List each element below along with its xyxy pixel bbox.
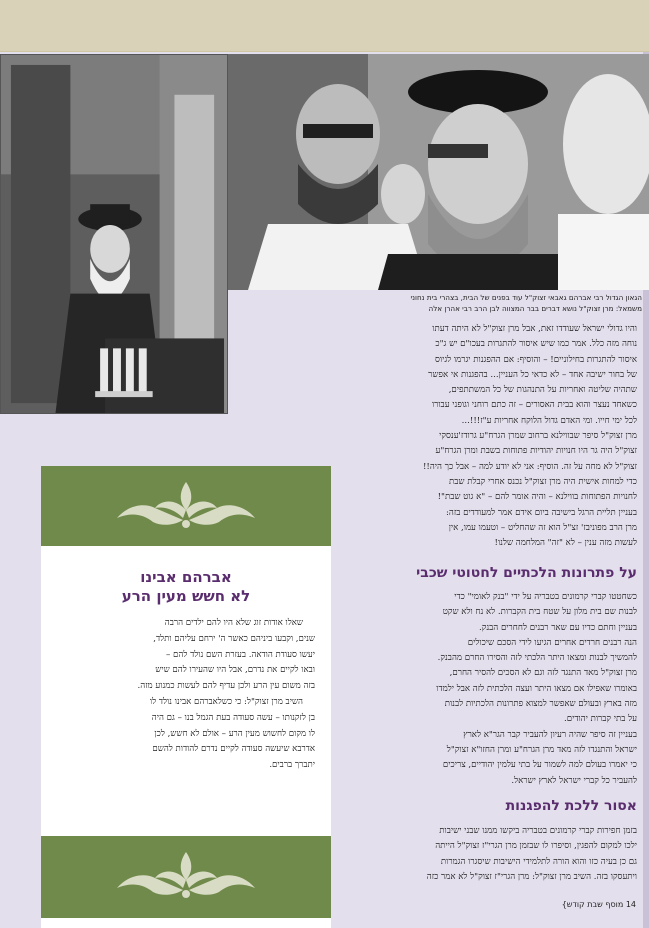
text-line: בזה משום עין הרע ולכן עדיף להם לעשות כמנוע מזה. [137,681,315,692]
text-line: נוחה מזה כלל. אמר כמו שיש איסור להתגרות בעכו"ם יש ג"כ [435,339,637,350]
text-line: שתהיה שליטה ואחריות על התנהגות של כל המשתתפים, [448,385,637,396]
text-line: בעניין זה סיפר שהיה רעיון להעביר קבר הגר"א לארץ [463,729,637,740]
text-line: ויתעסקו בזה. השיב מרן זצוק"ל: מרן הגרי"ז זצוק"ל לא אמר כזה [426,871,637,882]
text-line: זצוק"ל היה גר היו חנויות יהודיות פתוחות בשבת ומרן הגרח"ע [435,446,637,457]
text-line: כשחטטו קברי קרמונים בטבריה על ידי "בנק לאומי" כדי [454,592,637,602]
sidebar-top-band [41,466,331,546]
photo-caption [232,292,642,314]
rabbis-listening-photo [228,54,649,290]
text-line: מזה בארץ ובעולם שאפשר למצוא פתרונות הלכתיות לבנות [444,699,637,710]
sidebar-bottom-band [41,836,331,918]
text-line: איסור להתגרות בחילוניים! – והוסיף: אם ההפגנות יגרמו לגיוס [435,354,637,365]
text-line: ובאו לקיים את נדרם, אבל היו שהעירו להם שיש [155,665,315,676]
text-line: מרן זצוק"ל מאד התנגד לזה וגם לא הסכים להסיר החרם, [449,668,637,679]
text-line: שאלו אודות זוג שלא היו להם ילדים הרבה [164,618,303,628]
text-line: בן לזקנותו – עשה סעודה בעת הגמל בנו – גם היה [151,712,315,723]
sidebar-title-line: אברהם אבינו [140,568,232,586]
page-footer: 14 מוסף שבת קודש} [561,900,636,909]
text-line: כדי למחות אישית היה מרן זצוק"ל נכנס אחרי קבלת שבת [449,476,637,487]
text-line: ישראל והתנגדו לזה מאד מרן הגרח"ע ומרן החזו"א זצוק"ל [446,744,637,755]
sidebar-text [57,616,315,774]
text-line: של בחור ישיבה אחד – לא כדאי כל העניין... בהפגנות אי אפשר [428,369,637,380]
text-line: באומרו שאפילו אם מצאו היתר ועצה הלכתית לזה אבל ילמדו [436,683,637,694]
top-band [0,0,649,52]
text-line: בעניין תליית הרגל בישיבה ביום אידם אמר למעודדים בזה: [446,507,637,518]
section-heading-demonstrations: אסור ללכת להפגנות [505,798,637,814]
text-line: לעשות מזה ענין – לא "זה" המלחמה שלנו! [494,538,637,549]
text-line: על בתי קברות יהודים. [564,714,637,725]
text-line: יתברך ברבים. [269,760,315,771]
text-line: לחנויות הפתוחות בווילנא – והיה אומר להם – "א גוט שבת"! [437,492,637,503]
section-heading-burial-solutions: על פתרונות הלכתיים לחטוטי שכבי [416,565,637,581]
text-line: להעביר כל קברי ישראל לארץ ישראל. [511,775,637,786]
text-line: לכל ימי חייו. ומי האדם גדול הלוקח אחריות ע"ז!!!... [461,415,637,426]
text-line: כי יאמרו בעולם למה לשמור על בתי עלמין יהודיים, צריכים [442,760,637,771]
sidebar-title [51,568,321,606]
rabbi-speaking-photo [0,54,228,414]
text-line: ילכו למקום להפגין, וסיפרו לו שבזמן מרן הגרי"ז זצוק"ל הייתה [435,841,637,852]
text-line: השיב מרן זצוק"ל: כי כשלאברהם אבינו נולד לו [149,696,303,707]
article-column-2 [347,590,637,789]
text-line: כשאחד נעצר והוא בבית האסורים – זה כתם רוחני וגופני עבורו [431,400,637,411]
text-line: זצוק"ל לא מחה על זה. הוסיף: אני לא יודע למה – אבל כך היה!! [422,461,637,472]
text-line: מרן זצוק"ל סיפר שבווילנא ברחוב שמרן הגרח"ע גרודז'ענסקי [439,431,637,442]
text-line: שנים, וקבעו ביניהם כאשר ה' ירחם עליהם ותלד, [153,633,315,644]
sidebar-box [41,466,331,928]
ornament-icon [109,478,263,534]
text-line: לבנות שם בית מלון על שטח בית הקברות. לא נח ולא שקט [442,607,637,618]
text-line: אדרבא שיעשה סעודה לקיים נדרם להודות להשם [152,744,315,755]
caption-line: משמאל: מרן זצוק"ל נושא דברים בבר המצווה לבן הרב רבי אהרן אלה [428,304,642,313]
text-line: גם כן בעיה כזו והוא הורה לתלמידי הישיבות שיסגרו הגמרות [440,856,637,867]
text-line: בזמן חפירות קברי קרמונים בטבריה ביקשו ממנו שבני ישיבות [439,826,637,836]
text-line: יעשו סעודת הודאה. בעזרת השם נולד להם – [166,649,315,660]
text-line: והיו גדולי ישראל שעודדו זאת, אבל מרן זצוק"ל לא היתה דעתו [432,324,637,334]
ornament-icon [109,848,263,904]
caption-line: הגאון הגדול רבי אברהם גאבאי זצוק"ל עוד בפנים של הבית, בצהרי בית נחוני [410,293,642,302]
text-line: להמשיך לבנות ומצאו היתר הלכתי לזה והסירו החרם מהבנק. [437,653,637,664]
text-line: בעניין וחתם כדיו עם שאר רבנים לחחרים הבנק. [479,622,637,633]
sidebar-title-line: לא חשש מעין הרע [121,587,251,605]
text-line: הנה רבנים חרדים אחרים הגיעו לידי הסכם שיכולים [467,637,637,648]
article-column-1 [347,322,637,551]
article-column-3 [347,824,637,885]
text-line: מרן הרב מפוניבז' זצ"ל הוא זה שהחליט – וטעמו עמו, אין [448,522,637,533]
text-line: לו מקום לחשוש מעין הרע – אולם לא חשש, לכן [154,728,315,739]
